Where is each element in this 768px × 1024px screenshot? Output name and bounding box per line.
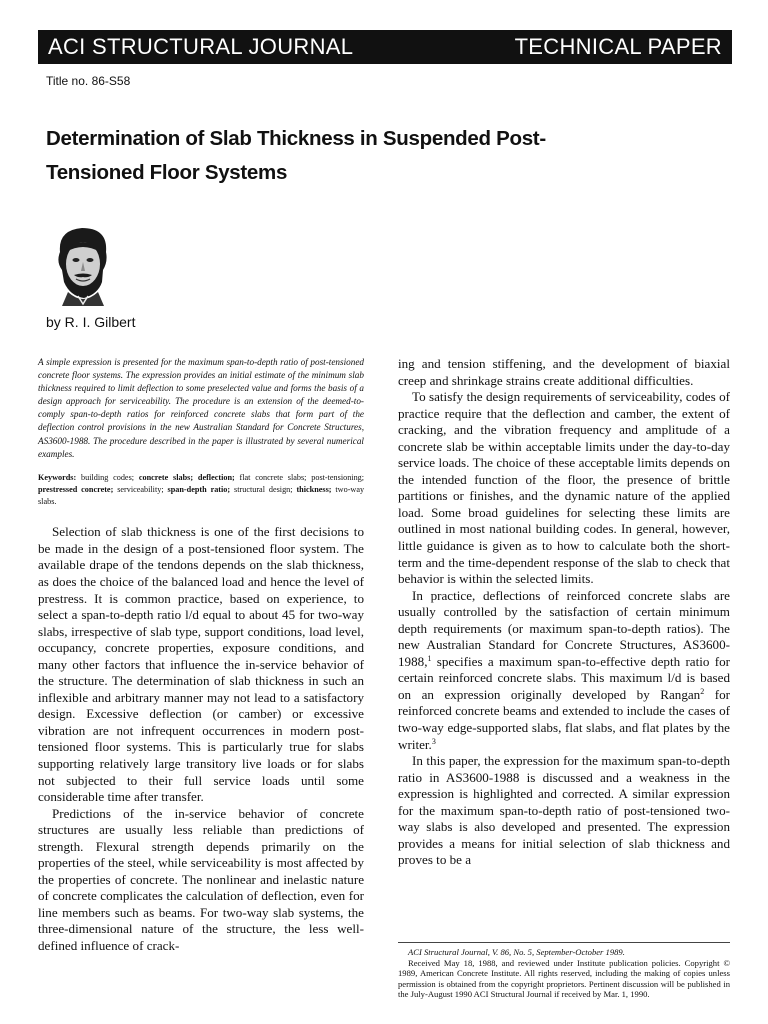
right-column xyxy=(398,356,730,869)
keyword: prestressed concrete; xyxy=(38,484,114,494)
paper-title: Determination of Slab Thickness in Suspended Post-Tensioned Floor Systems xyxy=(46,127,546,184)
abstract: A simple expression is presented for the maximum span-to-depth ratio of post-tensioned concrete floor systems. The expression provides an initial estimate of the minimum slab thickness required to limit deflection to some preselected value and forms the basis of a design approach for serviceability. The procedure is an extension of the deemed-to-comply span-to-depth ratios for reinforced concrete slabs that form part of the deflection control provisions in the new Australian Standard for Concrete Structures, AS3600-1988. The procedure described in the paper is illustrated by several numerical examples. xyxy=(38,357,364,459)
journal-banner xyxy=(38,30,732,64)
body-text-run: In practice, deflections of reinforced concrete slabs are usually controlled by the satisfaction of certain minimum depth requirements (or maximum span-to-depth ratios). The new Australian Standard for Concrete Structures, AS3600-1988, xyxy=(398,587,730,669)
citation-ref: 2 xyxy=(700,686,705,696)
body-paragraph: Predictions of the in-service behavior of concrete structures are usually less reliable than predictions of strength. Flexural strength depends primarily on the properties of the steel, while serviceability is most affected by the properties of concrete. The nonlinear and inelastic nature of concrete complicates the calculation of deflection, even for line members such as beams. For two-way slab systems, the three-dimensional nature of the structure, the less well-defined influence of crack- xyxy=(38,805,364,954)
keywords-label: Keywords: xyxy=(38,472,77,482)
keywords xyxy=(38,472,364,509)
body-text-run: for reinforced concrete beams and extended to include the cases of two-way edge-supported slabs, flat slabs, and flat plates by the writer. xyxy=(398,686,730,752)
author-portrait xyxy=(48,222,118,306)
body-paragraph: To satisfy the design requirements of serviceability, codes of practice require that the deflection and camber, the extent of cracking, and the vibration frequency and amplitude of a concrete slab be within acceptable limits under the day-to-day service loads. The choice of these acceptable limits depends on the intended function of the floor, the presence of brittle partitions or finishes, and the dynamic nature of the applied load. Some broad guidelines for selecting these limits are outlined in most national building codes. In general, however, little guidance is given as to how to calculate both the short-term and the time-dependent response of the slab to check that behavior is within the selected limits. xyxy=(398,389,730,587)
citation-ref: 3 xyxy=(431,736,436,746)
body-paragraph: Selection of slab thickness is one of the first decisions to be made in the design of a post-tensioned floor system. The available drape of the tendons depends on the slab thickness, as does the choice of the balanced load and hence the level of prestress. It is common practice, based on experience, to select a span-to-depth ratio l/d equal to about 45 for two-way slabs, irrespective of slab type, support conditions, load level, occupancy, concrete properties, exposure conditions, and many other factors that influence the in-service behavior of the structure. The determination of slab thickness in such an inflexible and arbitrary manner may not lead to a satisfactory design. Excessive deflection (or camber) or excessive vibration are not infrequent occurrences in modern post-tensioned floor systems. This is particularly true for slabs supporting relatively large transitory live loads or for slabs not subjected to their full service loads until some considerable time after transfer. xyxy=(38,524,364,805)
footnote-journal: ACI Structural Journal, V. 86, No. 5, September-October 1989. xyxy=(408,947,625,957)
keyword: serviceability; xyxy=(117,484,164,494)
author-byline: by R. I. Gilbert xyxy=(46,314,136,330)
body-paragraph: ing and tension stiffening, and the development of biaxial creep and shrinkage strains create additional difficulties. xyxy=(398,356,730,388)
body-paragraph xyxy=(398,588,730,753)
keyword: two-way slabs. xyxy=(38,484,365,507)
title-number: Title no. 86-S58 xyxy=(46,74,131,88)
keyword: post-tensioning; xyxy=(311,472,365,482)
body-text-run: specifies a maximum span-to-effective depth ratio for certain reinforced concrete slabs. This maximum l/d is based on an expression originally developed by Rangan xyxy=(398,653,730,702)
keyword: flat concrete slabs; xyxy=(239,472,307,482)
left-column xyxy=(38,356,364,955)
footnote-copyright: Received May 18, 1988, and reviewed under Institute publication policies. Copyright © 1989, American Concrete Institute. All rights reserved, including the making of copies unless permission is obtained from the copyright proprietors. Pertinent discussion will be published in the July-August 1990 ACI Structural Journal if received by Mar. 1, 1990. xyxy=(398,957,730,999)
keyword: structural design; xyxy=(234,484,293,494)
keyword: concrete slabs; xyxy=(138,472,194,482)
keyword: thickness; xyxy=(296,484,332,494)
journal-name: ACI STRUCTURAL JOURNAL xyxy=(48,34,354,59)
keyword: deflection; xyxy=(197,472,235,482)
keyword: span-depth ratio; xyxy=(167,484,231,494)
paper-type: TECHNICAL PAPER xyxy=(514,34,722,59)
footnote-citation xyxy=(398,947,730,958)
body-paragraph: In this paper, the expression for the maximum span-to-depth ratio in AS3600-1988 is discussed and a weakness in the expression is highlighted and corrected. A similar expression for the maximum span-to-depth ratio of post-tensioned two-way slabs is also developed and presented. The expression provides a means for initial selection of slab thickness and proves to be a xyxy=(398,753,730,868)
keyword: building codes; xyxy=(81,472,135,482)
publication-footnote xyxy=(398,942,730,1000)
citation-ref: 1 xyxy=(427,653,432,663)
body-right xyxy=(398,356,730,869)
body-left xyxy=(38,524,364,954)
